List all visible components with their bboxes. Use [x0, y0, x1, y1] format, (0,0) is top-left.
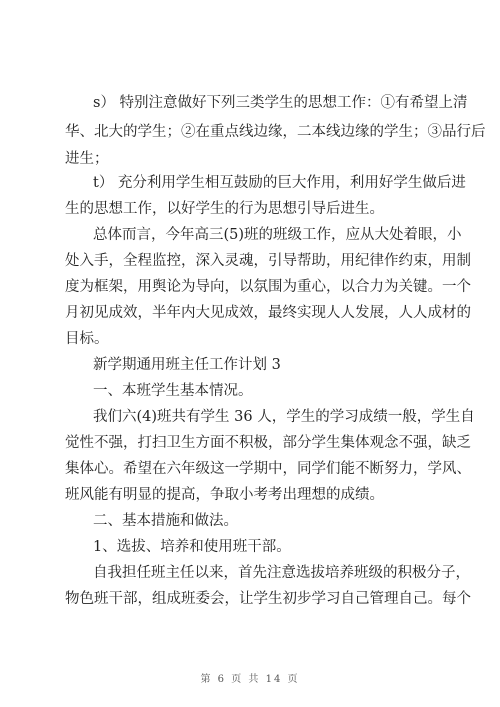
body-text-line: 目标。 — [65, 331, 109, 347]
body-text-line: 处入手，全程监控，深入灵魂，引导帮助，用纪律作约束，用制 — [65, 253, 471, 269]
body-text-line: 班风能有明显的提高，争取小考考出理想的成绩。 — [65, 487, 384, 503]
body-text-line: 进生； — [65, 151, 109, 167]
body-text-line: 自我担任班主任以来，首先注意选拔培养班级的积极分子， — [93, 565, 470, 581]
body-text-line: 集体心。希望在六年级这一学期中，同学们能不断努力，学风、 — [65, 461, 471, 477]
body-text-line: 华、北大的学生；②在重点线边缘，二本线边缘的学生；③品行后 — [65, 124, 486, 140]
section-heading: 一、本班学生基本情况。 — [93, 383, 253, 399]
body-text-line: 物色班干部，组成班委会，让学生初步学习自己管理自己。每个 — [65, 591, 471, 607]
body-text-line: 我们六(4)班共有学生 36 人，学生的学习成绩一般，学生自 — [93, 409, 475, 425]
body-text-line: 生的思想工作，以好学生的行为思想引导后进生。 — [65, 201, 384, 217]
section-heading: 1、选拔、培养和使用班干部。 — [93, 539, 291, 555]
page-number-footer: 第 6 页 共 14 页 — [200, 674, 300, 685]
body-text-line: 觉性不强，打扫卫生方面不积极，部分学生集体观念不强，缺乏 — [65, 435, 471, 451]
body-text-line: 度为框架，用舆论为导向，以氛围为重心，以合力为关键。一个 — [65, 279, 471, 295]
body-text-line: 月初见成效，半年内大见成效，最终实现人人发展，人人成材的 — [65, 305, 471, 321]
body-text-line: t） 充分利用学生相互鼓励的巨大作用，利用好学生做后进 — [93, 175, 466, 191]
body-text-line: s） 特别注意做好下列三类学生的思想工作：①有希望上清 — [93, 95, 468, 111]
body-text-line: 总体而言，今年高三(5)班的班级工作，应从大处着眼，小 — [93, 227, 462, 243]
section-heading: 新学期通用班主任工作计划 3 — [93, 357, 281, 373]
section-heading: 二、基本措施和做法。 — [93, 513, 238, 529]
